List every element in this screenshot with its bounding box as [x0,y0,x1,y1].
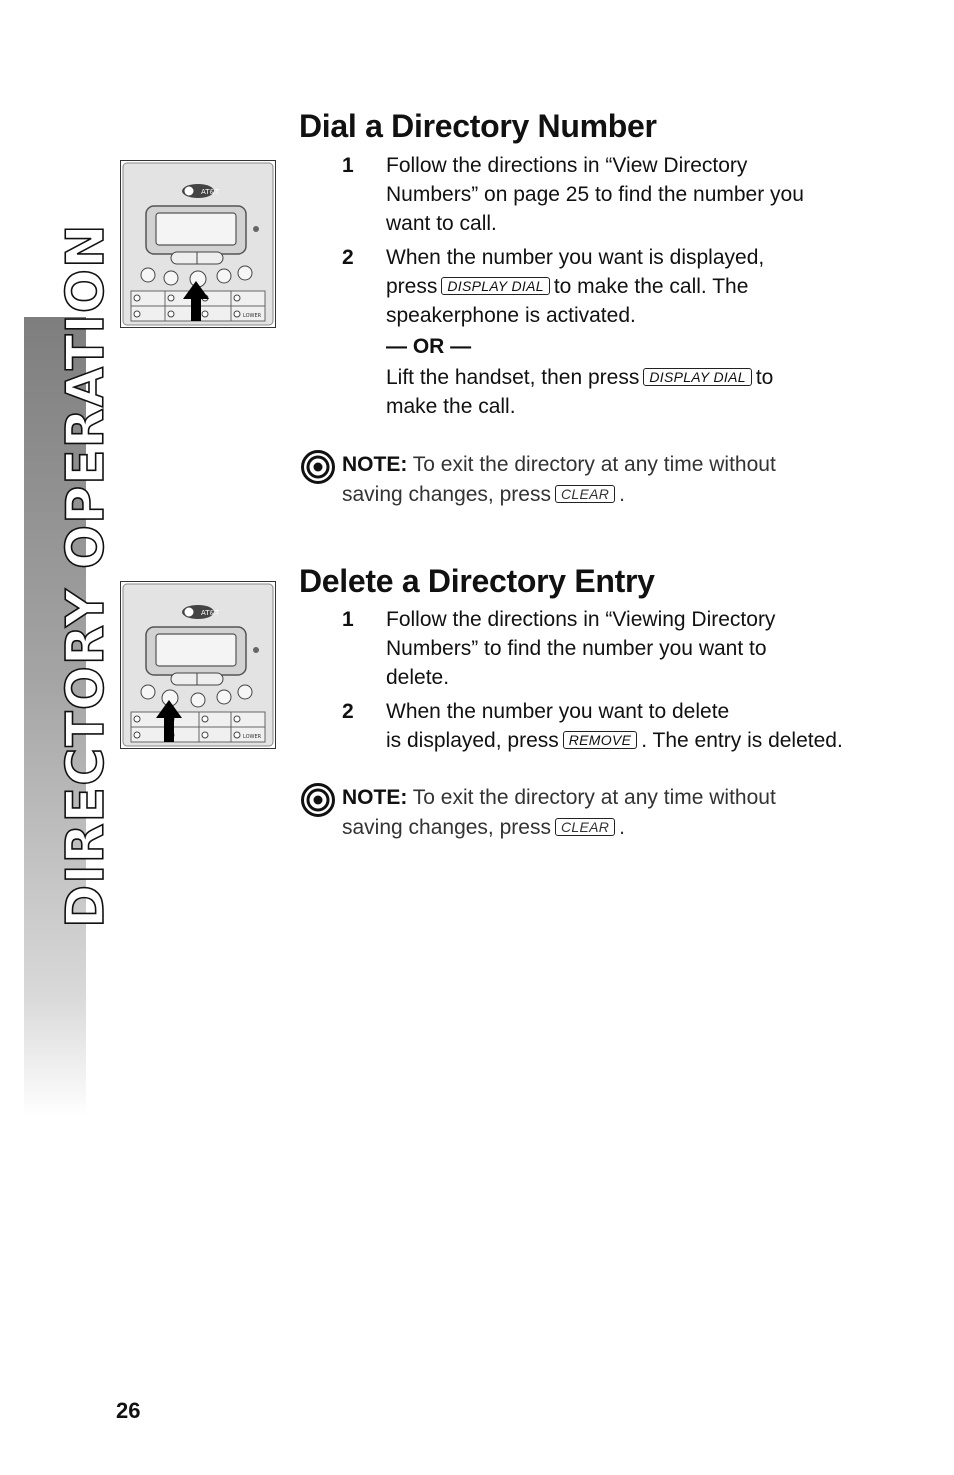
note-delete [301,783,841,843]
display-dial-key-label: DISPLAY DIAL [643,368,751,386]
phone-lower-label: LOWER [243,734,262,740]
step-number: 2 [342,246,354,269]
clear-key-label: CLEAR [555,818,615,836]
phone-logo: AT&T [201,188,220,196]
alt-line: make the call. [386,395,516,418]
phone-illustration-remove [120,581,276,749]
note-text: saving changes, press [342,816,551,839]
phone-illustration-display-dial [120,160,276,328]
note-label: NOTE: [342,786,408,809]
step-line: press [386,275,438,298]
note-text: To exit the directory at any time without [412,786,776,809]
note-text: To exit the directory at any time without [412,453,776,476]
section-title-dial: Dial a Directory Number [299,108,657,144]
phone-logo: AT&T [201,609,220,617]
alt-line: Lift the handset, then press [386,366,640,389]
note-text: . [619,483,625,506]
step-line: speakerphone is activated. [386,304,636,327]
target-icon [301,450,335,484]
step-line: . The entry is deleted. [641,729,843,752]
alternative-instruction [386,363,856,421]
step-number: 1 [342,608,354,631]
step-line: Numbers” to find the number you want to [386,637,767,660]
step-line: to make the call. The [553,275,749,298]
target-icon [301,783,335,817]
phone-lower-label: LOWER [243,313,262,319]
note-text: saving changes, press [342,483,551,506]
step-line: Numbers” on page 25 to find the number you [386,183,804,206]
remove-key-label: REMOVE [563,731,637,749]
step-line: delete. [386,666,450,689]
step-line: Follow the directions in “Viewing Directory [386,608,776,631]
display-dial-key-label: DISPLAY DIAL [441,277,549,295]
or-separator: — OR — [386,335,472,358]
step-number: 2 [342,700,354,723]
clear-key-label: CLEAR [555,485,615,503]
alt-line: to [755,366,774,389]
page-number: 26 [116,1398,141,1423]
section-title-delete: Delete a Directory Entry [299,563,655,599]
step-line: Follow the directions in “View Directory [386,154,748,177]
note-label: NOTE: [342,453,408,476]
note-text: . [619,816,625,839]
side-tab-title: DIRECTORY OPERATION [56,223,116,928]
step-number: 1 [342,154,354,177]
step-line: When the number you want is displayed, [386,246,765,269]
step-line: When the number you want to delete [386,700,730,723]
step-line: want to call. [386,212,497,235]
note-dial [301,450,841,510]
step-line: is displayed, press [386,729,559,752]
